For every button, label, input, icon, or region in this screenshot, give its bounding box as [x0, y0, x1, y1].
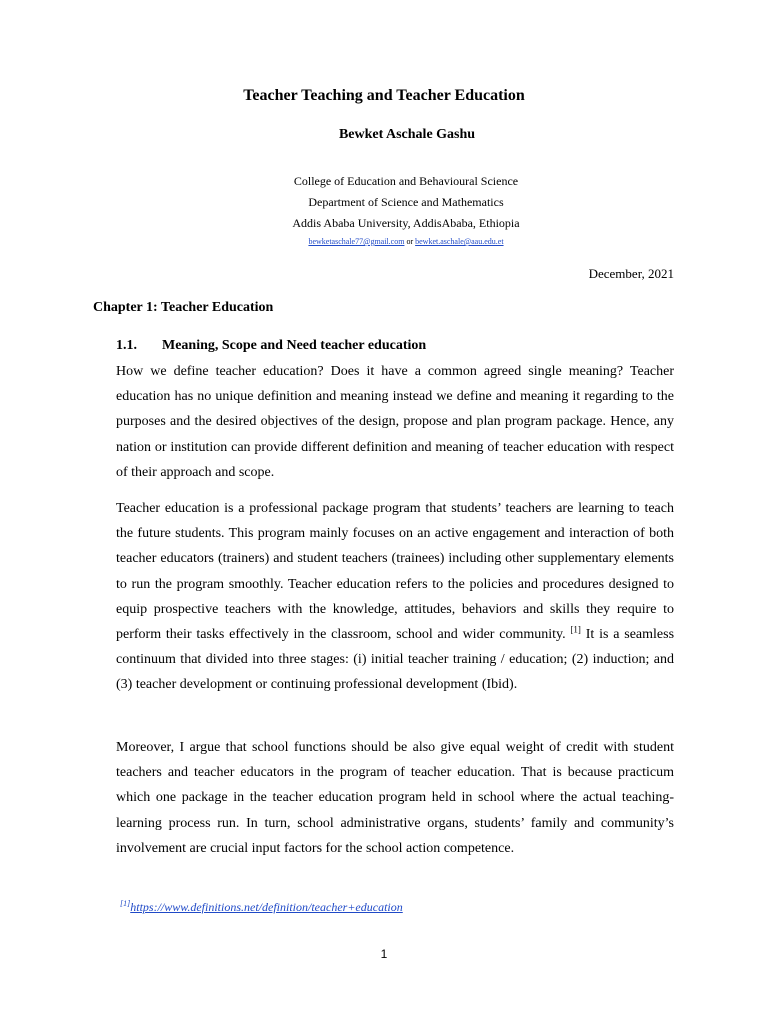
- chapter-heading: Chapter 1: Teacher Education: [93, 300, 274, 315]
- page-number: 1: [380, 947, 388, 961]
- affiliation-department: Department of Science and Mathematics: [308, 195, 504, 209]
- email-link-secondary[interactable]: bewket.aschale@aau.edu.et: [415, 237, 504, 246]
- section-title: Meaning, Scope and Need teacher education: [162, 338, 427, 353]
- section-heading: [116, 338, 426, 354]
- body-paragraph-3: Moreover, I argue that school functions should be also give equal weight of credit with student teachers and teacher educators in the program of teacher education. That is because practicum which one package in the teacher education program held in school where the actual teaching-learning process run. In turn, school administrative organs, students’ family and community’s involvement are crucial input factors for the school action competence.: [116, 740, 674, 856]
- document-title: Teacher Teaching and Teacher Education: [243, 87, 525, 104]
- footnote-ref: [1]: [120, 899, 131, 908]
- footnote-link[interactable]: https://www.definitions.net/definition/teacher+education: [130, 900, 403, 914]
- body-paragraph-2: [116, 496, 674, 698]
- footnote: [120, 900, 403, 915]
- section-number: 1.1.: [116, 338, 137, 353]
- author-emails: [0, 237, 768, 246]
- email-separator: or: [406, 237, 414, 246]
- affiliation-university: Addis Ababa University, AddisAbaba, Ethiopia: [292, 216, 520, 230]
- affiliation-college: College of Education and Behavioural Science: [293, 174, 519, 188]
- document-date: December, 2021: [588, 266, 674, 281]
- paragraph-2-text-start: Teacher education is a professional package program that students’ teachers are learning to teach the future students. This program mainly focuses on an active engagement and interaction of both teacher educators (trainers) and student teachers (trainees) including other supplementary elements to run the program smoothly. Teacher education refers to the policies and procedures designed to equip prospective teachers with the knowledge, attitudes, behaviors and skills they require to perform their tasks effectively in the classroom, school and wider community.: [116, 501, 674, 643]
- email-link-primary[interactable]: bewketaschale77@gmail.com: [308, 237, 405, 246]
- citation-ref[interactable]: [1]: [570, 624, 581, 635]
- paragraph-2-text-end: It is a seamless continuum that divided into three stages: (i) initial teacher training / education; (2) induction; and (3) teacher development or continuing professional development (Ibid).: [116, 627, 675, 693]
- body-paragraph-1: How we define teacher education? Does it have a common agreed single meaning? Teacher education has no unique definition and meaning instead we define and meaning it regarding to the purposes and the desired objectives of the design, propose and plan program package. Hence, any nation or institution can provide different definition and meaning of teacher education with respect of their approach and scope.: [116, 364, 674, 480]
- author-name: Bewket Aschale Gashu: [338, 127, 476, 142]
